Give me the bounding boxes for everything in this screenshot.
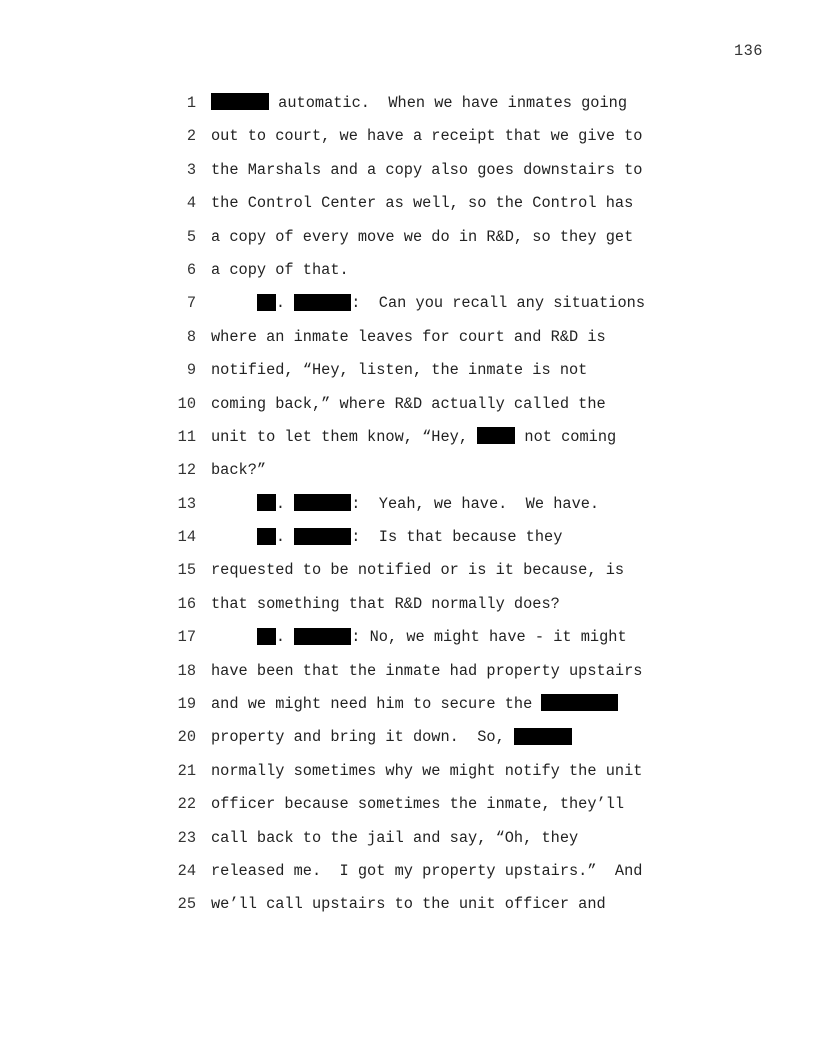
line-number: 18 (177, 661, 196, 680)
line-text (211, 287, 645, 320)
line-number: 21 (177, 761, 196, 780)
transcript-line (0, 287, 816, 320)
text-segment: a copy of that. (211, 260, 349, 279)
line-number: 23 (177, 828, 196, 847)
transcript-line (0, 454, 816, 487)
text-segment: officer because sometimes the inmate, they’ll (211, 795, 625, 814)
text-segment: unit to let them know, “Hey, (211, 427, 478, 446)
text-segment: where an inmate leaves for court and R&D is (211, 327, 606, 346)
text-segment: . (275, 628, 295, 647)
text-segment: the Control Center as well, so the Control has (211, 194, 634, 213)
line-text (211, 822, 578, 855)
transcript-line (0, 254, 816, 287)
transcript-line (0, 855, 816, 888)
text-segment: . (275, 528, 295, 547)
text-segment: notified, “Hey, listen, the inmate is not (211, 361, 588, 380)
line-number: 25 (177, 895, 196, 914)
line-number: 3 (186, 160, 196, 179)
redaction-block (541, 694, 618, 711)
redaction-block (257, 494, 276, 511)
transcript-line (0, 421, 816, 454)
line-text (211, 888, 606, 921)
transcript-line (0, 321, 816, 354)
line-number: 9 (186, 361, 196, 380)
line-text (211, 254, 349, 287)
line-number: 4 (186, 194, 196, 213)
text-segment: the Marshals and a copy also goes downstairs to (211, 160, 643, 179)
line-text (211, 788, 624, 821)
line-number: 24 (177, 861, 196, 880)
transcript-line (0, 788, 816, 821)
text-segment: : Yeah, we have. We have. (351, 494, 600, 513)
line-number: 17 (177, 628, 196, 647)
redaction-block (257, 528, 276, 545)
text-segment: : Can you recall any situations (351, 294, 646, 313)
transcript-line (0, 120, 816, 153)
text-segment: normally sometimes why we might notify the unit (211, 761, 643, 780)
text-segment: property and bring it down. So, (211, 728, 514, 747)
text-segment: that something that R&D normally does? (211, 594, 560, 613)
line-number: 19 (177, 695, 196, 714)
redaction-block (514, 728, 572, 745)
text-segment: and we might need him to secure the (211, 695, 542, 714)
line-number: 10 (177, 394, 196, 413)
redaction-block (257, 294, 276, 311)
line-number: 7 (186, 294, 196, 313)
line-text (211, 621, 627, 654)
text-segment (211, 628, 257, 646)
line-text (211, 655, 642, 688)
redaction-block (477, 427, 515, 444)
line-text (211, 388, 606, 421)
line-text (211, 187, 633, 220)
text-segment: have been that the inmate had property upstairs (211, 661, 643, 680)
line-text (211, 721, 572, 754)
line-text (211, 521, 562, 554)
line-number: 8 (186, 327, 196, 346)
transcript-line (0, 187, 816, 220)
line-number: 15 (177, 561, 196, 580)
transcript-line (0, 888, 816, 921)
line-text (211, 454, 266, 487)
line-number: 12 (177, 461, 196, 480)
transcript-line (0, 755, 816, 788)
redaction-block (294, 494, 351, 511)
redaction-block (294, 294, 351, 311)
text-segment: call back to the jail and say, “Oh, they (211, 828, 579, 847)
page-number: 136 (733, 42, 763, 60)
redaction-block (257, 628, 276, 645)
line-text (211, 588, 560, 621)
line-number: 5 (186, 227, 196, 246)
transcript-line (0, 655, 816, 688)
line-text (211, 154, 642, 187)
line-number: 6 (186, 260, 196, 279)
line-text (211, 354, 587, 387)
transcript-line (0, 388, 816, 421)
text-segment: . (275, 494, 295, 513)
transcript-line (0, 221, 816, 254)
line-text (211, 421, 616, 454)
transcript-line (0, 554, 816, 587)
redaction-block (294, 528, 351, 545)
line-number: 1 (186, 94, 196, 112)
text-segment: a copy of every move we do in R&D, so they get (211, 227, 634, 246)
transcript-line (0, 822, 816, 855)
transcript-line (0, 721, 816, 754)
text-segment: not coming (515, 427, 617, 446)
text-segment: out to court, we have a receipt that we give to (211, 127, 643, 146)
line-text (211, 87, 627, 120)
line-text (211, 554, 624, 587)
text-segment (211, 495, 257, 513)
line-number: 2 (186, 127, 196, 146)
text-segment: : No, we might have - it might (351, 628, 627, 647)
transcript-line (0, 521, 816, 554)
line-number: 20 (177, 728, 196, 747)
text-segment: : Is that because they (351, 528, 563, 547)
line-text (211, 755, 642, 788)
text-segment: automatic. When we have inmates going (269, 94, 628, 112)
redaction-block (211, 93, 269, 110)
transcript-line (0, 621, 816, 654)
line-number: 22 (177, 795, 196, 814)
line-number: 11 (177, 427, 196, 446)
transcript-line (0, 688, 816, 721)
line-text (211, 120, 642, 153)
line-text (211, 488, 599, 521)
line-number: 14 (177, 528, 196, 547)
transcript-line (0, 87, 816, 120)
text-segment: requested to be notified or is it because, is (211, 561, 625, 580)
line-text (211, 221, 633, 254)
transcript-lines (0, 87, 816, 922)
redaction-block (294, 628, 351, 645)
text-segment: . (275, 294, 295, 313)
transcript-line (0, 354, 816, 387)
text-segment (211, 528, 257, 546)
text-segment: coming back,” where R&D actually called the (211, 394, 606, 413)
line-number: 13 (177, 494, 196, 513)
text-segment: released me. I got my property upstairs.” And (211, 861, 643, 880)
line-text (211, 855, 642, 888)
text-segment: we’ll call upstairs to the unit officer and (211, 895, 606, 914)
text-segment: back?” (211, 461, 267, 480)
transcript-line (0, 588, 816, 621)
transcript-line (0, 154, 816, 187)
transcript-line (0, 488, 816, 521)
text-segment (211, 294, 257, 312)
line-number: 16 (177, 594, 196, 613)
line-text (211, 688, 618, 721)
line-text (211, 321, 606, 354)
